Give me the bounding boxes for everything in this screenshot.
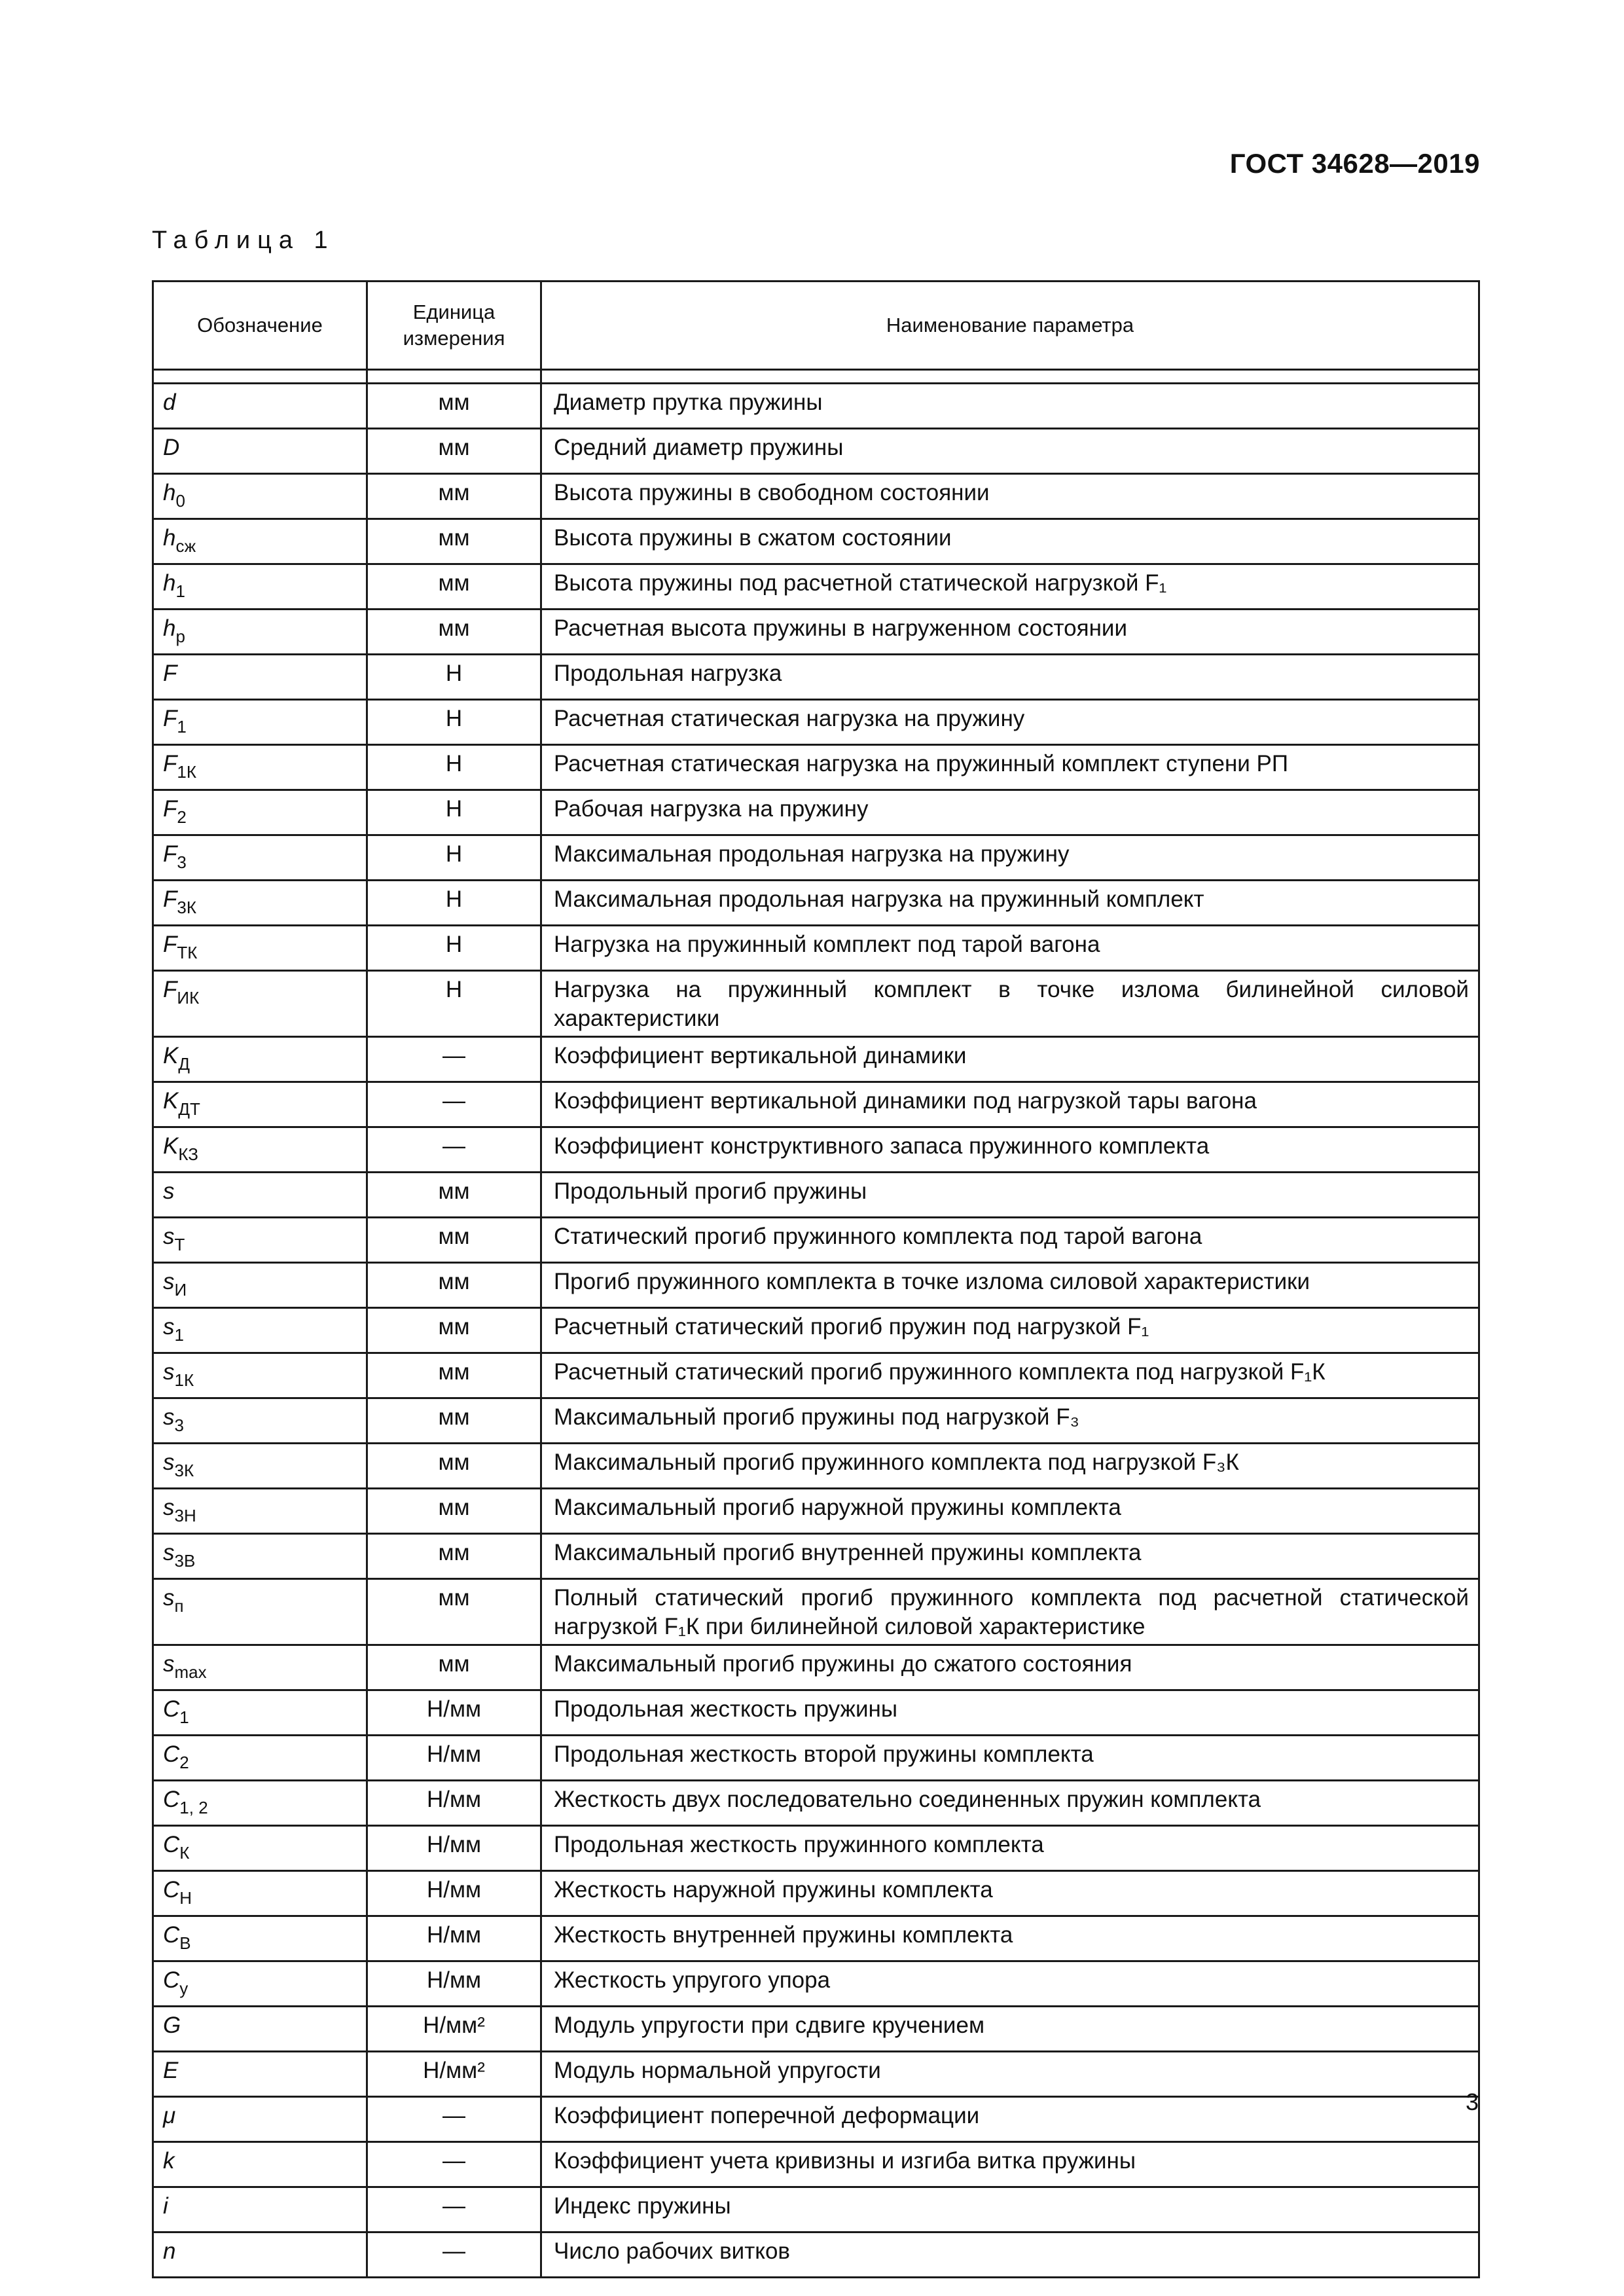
table-row bbox=[153, 1579, 1479, 1645]
parameter-name-cell: Полный статический прогиб пружинного комплекта под расчетной статической нагрузкой F₁К при билинейной силовой характеристике bbox=[541, 1579, 1479, 1645]
symbol-cell bbox=[153, 1645, 367, 1690]
symbol-cell bbox=[153, 1082, 367, 1127]
table-row bbox=[153, 564, 1479, 610]
symbol-base: K bbox=[163, 1088, 179, 1114]
parameter-name-cell: Высота пружины под расчетной статической нагрузкой F₁ bbox=[541, 564, 1479, 610]
symbol-subscript: 3К bbox=[177, 898, 196, 917]
symbol-subscript: 1 bbox=[177, 717, 187, 737]
parameter-name-cell: Продольная нагрузка bbox=[541, 655, 1479, 700]
symbol-subscript: КЗ bbox=[178, 1144, 198, 1164]
parameter-name-cell: Высота пружины в свободном состоянии bbox=[541, 474, 1479, 519]
symbol-cell bbox=[153, 926, 367, 971]
table-row bbox=[153, 1690, 1479, 1736]
symbol-cell bbox=[153, 2007, 367, 2052]
table-row bbox=[153, 1736, 1479, 1781]
unit-cell: мм bbox=[367, 1645, 541, 1690]
unit-cell: Н/мм bbox=[367, 1826, 541, 1871]
parameter-name-cell: Модуль нормальной упругости bbox=[541, 2052, 1479, 2097]
unit-cell: мм bbox=[367, 429, 541, 474]
symbol-base: C bbox=[163, 1967, 180, 1993]
symbol-base: s bbox=[163, 1449, 175, 1475]
parameter-name-cell: Максимальный прогиб наружной пружины комплекта bbox=[541, 1489, 1479, 1534]
table-row bbox=[153, 610, 1479, 655]
parameter-name-cell: Расчетный статический прогиб пружинного комплекта под нагрузкой F₁К bbox=[541, 1353, 1479, 1398]
parameter-name-cell: Продольная жесткость пружинного комплекта bbox=[541, 1826, 1479, 1871]
table-row bbox=[153, 1826, 1479, 1871]
unit-cell: Н/мм bbox=[367, 1871, 541, 1916]
unit-cell: Н/мм² bbox=[367, 2052, 541, 2097]
symbol-base: s bbox=[163, 1585, 175, 1611]
symbol-subscript: у bbox=[179, 1978, 189, 1998]
table-row bbox=[153, 790, 1479, 835]
parameter-name-cell: Средний диаметр пружины bbox=[541, 429, 1479, 474]
table-row bbox=[153, 1263, 1479, 1308]
table-header-row bbox=[153, 282, 1479, 370]
symbol-base: s bbox=[163, 1651, 175, 1677]
table-row bbox=[153, 700, 1479, 745]
symbol-cell bbox=[153, 1037, 367, 1082]
parameter-name-cell: Коэффициент конструктивного запаса пружинного комплекта bbox=[541, 1127, 1479, 1173]
symbol-subscript: Д bbox=[178, 1054, 190, 1074]
unit-cell: — bbox=[367, 2187, 541, 2232]
unit-cell: мм bbox=[367, 519, 541, 564]
unit-cell: мм bbox=[367, 1579, 541, 1645]
unit-cell: мм bbox=[367, 1173, 541, 1218]
symbol-base: s bbox=[163, 1359, 175, 1385]
symbol-base: k bbox=[163, 2148, 175, 2174]
symbol-base: s bbox=[163, 1269, 175, 1294]
unit-cell: мм bbox=[367, 564, 541, 610]
symbol-subscript: р bbox=[175, 627, 185, 646]
symbol-subscript: max bbox=[174, 1662, 207, 1682]
table-row bbox=[153, 1218, 1479, 1263]
symbol-base: F bbox=[163, 977, 177, 1002]
table-row bbox=[153, 881, 1479, 926]
symbol-cell bbox=[153, 2232, 367, 2278]
symbol-subscript: 3 bbox=[177, 852, 187, 872]
table-row bbox=[153, 1534, 1479, 1579]
symbol-base: s bbox=[163, 1314, 175, 1339]
parameter-name-cell: Расчетная статическая нагрузка на пружинный комплект ступени РП bbox=[541, 745, 1479, 790]
symbol-base: μ bbox=[163, 2103, 176, 2128]
symbol-cell bbox=[153, 610, 367, 655]
symbol-cell bbox=[153, 700, 367, 745]
symbol-cell bbox=[153, 745, 367, 790]
parameter-name-cell: Статический прогиб пружинного комплекта под тарой вагона bbox=[541, 1218, 1479, 1263]
symbol-base: C bbox=[163, 1877, 180, 1903]
table-caption: Таблица 1 bbox=[152, 227, 335, 254]
symbol-subscript: 1, 2 bbox=[179, 1798, 208, 1817]
symbol-subscript: К bbox=[179, 1843, 190, 1863]
symbol-cell bbox=[153, 1826, 367, 1871]
symbol-base: F bbox=[163, 751, 177, 776]
unit-cell: мм bbox=[367, 384, 541, 429]
unit-cell: мм bbox=[367, 1218, 541, 1263]
table-row bbox=[153, 1871, 1479, 1916]
symbol-base: s bbox=[163, 1540, 175, 1565]
symbol-base: K bbox=[163, 1043, 179, 1068]
unit-cell: — bbox=[367, 2232, 541, 2278]
symbol-cell bbox=[153, 655, 367, 700]
parameter-name-cell: Жесткость упругого упора bbox=[541, 1961, 1479, 2007]
unit-cell: мм bbox=[367, 1489, 541, 1534]
parameter-name-cell: Нагрузка на пружинный комплект в точке излома билинейной силовой характеристики bbox=[541, 971, 1479, 1037]
symbol-cell bbox=[153, 1736, 367, 1781]
unit-cell: Н bbox=[367, 926, 541, 971]
table-row bbox=[153, 2007, 1479, 2052]
table-row bbox=[153, 1916, 1479, 1961]
symbol-base: s bbox=[163, 1178, 175, 1204]
symbol-base: i bbox=[163, 2193, 168, 2219]
unit-cell: Н/мм bbox=[367, 1781, 541, 1826]
symbol-base: E bbox=[163, 2058, 179, 2083]
unit-cell: мм bbox=[367, 1308, 541, 1353]
symbol-base: F bbox=[163, 932, 177, 957]
symbol-cell bbox=[153, 1173, 367, 1218]
symbol-base: F bbox=[163, 886, 177, 912]
symbol-cell bbox=[153, 1690, 367, 1736]
symbol-cell bbox=[153, 2052, 367, 2097]
unit-cell: — bbox=[367, 2142, 541, 2187]
parameter-name-cell: Коэффициент вертикальной динамики под нагрузкой тары вагона bbox=[541, 1082, 1479, 1127]
table-row bbox=[153, 1781, 1479, 1826]
parameter-name-cell: Продольная жесткость пружины bbox=[541, 1690, 1479, 1736]
parameter-name-cell: Высота пружины в сжатом состоянии bbox=[541, 519, 1479, 564]
symbol-base: C bbox=[163, 1696, 180, 1722]
symbol-base: D bbox=[163, 435, 180, 460]
parameter-name-cell: Жесткость двух последовательно соединенных пружин комплекта bbox=[541, 1781, 1479, 1826]
table-row bbox=[153, 1082, 1479, 1127]
unit-cell: Н/мм bbox=[367, 1690, 541, 1736]
unit-cell: Н bbox=[367, 655, 541, 700]
symbol-base: F bbox=[163, 841, 177, 867]
table-row bbox=[153, 745, 1479, 790]
table-row bbox=[153, 1645, 1479, 1690]
parameter-name-cell: Прогиб пружинного комплекта в точке излома силовой характеристики bbox=[541, 1263, 1479, 1308]
parameter-name-cell: Модуль упругости при сдвиге кручением bbox=[541, 2007, 1479, 2052]
symbol-base: G bbox=[163, 2013, 181, 2038]
parameter-name-cell: Максимальный прогиб внутренней пружины комплекта bbox=[541, 1534, 1479, 1579]
symbol-cell bbox=[153, 519, 367, 564]
parameter-name-cell: Индекс пружины bbox=[541, 2187, 1479, 2232]
unit-cell: мм bbox=[367, 1444, 541, 1489]
symbol-cell bbox=[153, 1444, 367, 1489]
symbol-base: h bbox=[163, 570, 176, 596]
table-row bbox=[153, 1127, 1479, 1173]
symbol-cell bbox=[153, 1489, 367, 1534]
table-row bbox=[153, 835, 1479, 881]
symbol-subscript: 3В bbox=[174, 1551, 196, 1571]
table-row bbox=[153, 2187, 1479, 2232]
parameter-name-cell: Рабочая нагрузка на пружину bbox=[541, 790, 1479, 835]
unit-cell: Н/мм bbox=[367, 1916, 541, 1961]
symbol-subscript: 3Н bbox=[174, 1506, 196, 1525]
symbol-subscript: 2 bbox=[177, 807, 187, 827]
parameter-name-cell: Расчетная статическая нагрузка на пружину bbox=[541, 700, 1479, 745]
unit-cell: — bbox=[367, 1082, 541, 1127]
unit-cell: Н bbox=[367, 881, 541, 926]
parameter-name-cell: Жесткость наружной пружины комплекта bbox=[541, 1871, 1479, 1916]
symbol-cell bbox=[153, 474, 367, 519]
unit-cell: Н/мм bbox=[367, 1736, 541, 1781]
parameter-name-cell: Коэффициент вертикальной динамики bbox=[541, 1037, 1479, 1082]
unit-cell: Н bbox=[367, 700, 541, 745]
unit-cell: Н bbox=[367, 971, 541, 1037]
table-row bbox=[153, 1353, 1479, 1398]
parameter-name-cell: Расчетная высота пружины в нагруженном состоянии bbox=[541, 610, 1479, 655]
table-row bbox=[153, 1037, 1479, 1082]
parameter-name-cell: Диаметр прутка пружины bbox=[541, 384, 1479, 429]
table-row bbox=[153, 2052, 1479, 2097]
symbol-subscript: 0 bbox=[175, 491, 185, 511]
symbol-subscript: 1 bbox=[175, 581, 185, 601]
unit-cell: Н bbox=[367, 835, 541, 881]
symbol-cell bbox=[153, 2097, 367, 2142]
table-row bbox=[153, 1489, 1479, 1534]
table-row bbox=[153, 2097, 1479, 2142]
unit-cell: Н bbox=[367, 745, 541, 790]
unit-cell: мм bbox=[367, 474, 541, 519]
parameter-name-cell: Расчетный статический прогиб пружин под нагрузкой F₁ bbox=[541, 1308, 1479, 1353]
symbol-cell bbox=[153, 1781, 367, 1826]
symbol-subscript: 1 bbox=[174, 1325, 184, 1345]
table-row bbox=[153, 1173, 1479, 1218]
symbol-cell bbox=[153, 1961, 367, 2007]
table-row bbox=[153, 474, 1479, 519]
symbol-subscript: 2 bbox=[179, 1753, 189, 1772]
symbol-base: C bbox=[163, 1922, 180, 1948]
symbol-cell bbox=[153, 564, 367, 610]
symbol-cell bbox=[153, 1871, 367, 1916]
table-row bbox=[153, 926, 1479, 971]
symbol-cell bbox=[153, 429, 367, 474]
symbol-cell bbox=[153, 2142, 367, 2187]
symbol-base: s bbox=[163, 1495, 175, 1520]
symbol-cell bbox=[153, 835, 367, 881]
parameter-name-cell: Максимальный прогиб пружины до сжатого состояния bbox=[541, 1645, 1479, 1690]
symbol-base: C bbox=[163, 1741, 180, 1767]
symbol-cell bbox=[153, 1127, 367, 1173]
symbol-subscript: И bbox=[174, 1280, 187, 1300]
symbol-cell bbox=[153, 1263, 367, 1308]
table-row bbox=[153, 384, 1479, 429]
symbol-subscript: В bbox=[179, 1933, 191, 1953]
symbol-cell bbox=[153, 881, 367, 926]
unit-cell: мм bbox=[367, 1534, 541, 1579]
symbol-base: K bbox=[163, 1133, 179, 1159]
symbol-subscript: Т bbox=[174, 1235, 185, 1254]
symbol-base: s bbox=[163, 1404, 175, 1430]
table-row bbox=[153, 1398, 1479, 1444]
table-row bbox=[153, 519, 1479, 564]
symbol-cell bbox=[153, 1308, 367, 1353]
symbol-subscript: 1 bbox=[179, 1707, 189, 1727]
table-row bbox=[153, 2232, 1479, 2278]
symbol-base: C bbox=[163, 1787, 180, 1812]
unit-cell: — bbox=[367, 1037, 541, 1082]
parameter-name-cell: Число рабочих витков bbox=[541, 2232, 1479, 2278]
parameter-name-cell: Максимальная продольная нагрузка на пружинный комплект bbox=[541, 881, 1479, 926]
symbol-base: n bbox=[163, 2238, 176, 2264]
table-row bbox=[153, 2142, 1479, 2187]
symbol-cell bbox=[153, 1398, 367, 1444]
header-separator-row bbox=[153, 370, 1479, 384]
unit-cell: мм bbox=[367, 1398, 541, 1444]
unit-cell: мм bbox=[367, 1353, 541, 1398]
symbol-base: h bbox=[163, 525, 176, 551]
table-row bbox=[153, 1444, 1479, 1489]
symbol-subscript: ТК bbox=[177, 943, 198, 962]
symbol-cell bbox=[153, 1534, 367, 1579]
table-row bbox=[153, 1308, 1479, 1353]
symbol-cell bbox=[153, 971, 367, 1037]
symbol-subscript: ДТ bbox=[178, 1099, 200, 1119]
symbol-cell bbox=[153, 1218, 367, 1263]
column-header-name: Наименование параметра bbox=[541, 282, 1479, 370]
column-header-unit: Единица измерения bbox=[367, 282, 541, 370]
symbol-subscript: ИК bbox=[177, 988, 200, 1008]
symbol-cell bbox=[153, 1353, 367, 1398]
table-row bbox=[153, 1961, 1479, 2007]
symbol-base: F bbox=[163, 796, 177, 822]
parameters-table bbox=[152, 280, 1480, 2278]
parameter-name-cell: Максимальный прогиб пружинного комплекта под нагрузкой F₃К bbox=[541, 1444, 1479, 1489]
column-header-symbol: Обозначение bbox=[153, 282, 367, 370]
symbol-cell bbox=[153, 384, 367, 429]
table-row bbox=[153, 971, 1479, 1037]
symbol-base: h bbox=[163, 480, 176, 505]
unit-cell: мм bbox=[367, 1263, 541, 1308]
unit-cell: Н/мм² bbox=[367, 2007, 541, 2052]
parameter-name-cell: Максимальный прогиб пружины под нагрузкой F₃ bbox=[541, 1398, 1479, 1444]
page-number: 3 bbox=[1465, 2088, 1479, 2115]
symbol-subscript: 3 bbox=[174, 1415, 184, 1435]
symbol-subscript: 1К bbox=[174, 1370, 194, 1390]
table-row bbox=[153, 655, 1479, 700]
symbol-subscript: 3К bbox=[174, 1461, 194, 1480]
symbol-subscript: 1К bbox=[177, 762, 196, 782]
symbol-base: C bbox=[163, 1832, 180, 1857]
symbol-base: d bbox=[163, 390, 176, 415]
symbol-subscript: сж bbox=[175, 536, 196, 556]
parameter-name-cell: Нагрузка на пружинный комплект под тарой вагона bbox=[541, 926, 1479, 971]
symbol-subscript: п bbox=[174, 1596, 184, 1616]
table-body bbox=[153, 370, 1479, 2278]
unit-cell: — bbox=[367, 2097, 541, 2142]
unit-cell: Н/мм bbox=[367, 1961, 541, 2007]
symbol-base: F bbox=[163, 706, 177, 731]
unit-cell: Н bbox=[367, 790, 541, 835]
unit-cell: мм bbox=[367, 610, 541, 655]
parameter-name-cell: Жесткость внутренней пружины комплекта bbox=[541, 1916, 1479, 1961]
symbol-subscript: Н bbox=[179, 1888, 192, 1908]
symbol-base: h bbox=[163, 615, 176, 641]
symbol-cell bbox=[153, 2187, 367, 2232]
parameter-name-cell: Продольная жесткость второй пружины комплекта bbox=[541, 1736, 1479, 1781]
symbol-cell bbox=[153, 1579, 367, 1645]
parameter-name-cell: Продольный прогиб пружины bbox=[541, 1173, 1479, 1218]
symbol-base: F bbox=[163, 661, 177, 686]
parameter-name-cell: Коэффициент поперечной деформации bbox=[541, 2097, 1479, 2142]
table-row bbox=[153, 429, 1479, 474]
parameter-name-cell: Максимальная продольная нагрузка на пружину bbox=[541, 835, 1479, 881]
symbol-base: s bbox=[163, 1224, 175, 1249]
symbol-cell bbox=[153, 1916, 367, 1961]
parameter-name-cell: Коэффициент учета кривизны и изгиба витка пружины bbox=[541, 2142, 1479, 2187]
document-code: ГОСТ 34628—2019 bbox=[1229, 148, 1480, 179]
unit-cell: — bbox=[367, 1127, 541, 1173]
symbol-cell bbox=[153, 790, 367, 835]
